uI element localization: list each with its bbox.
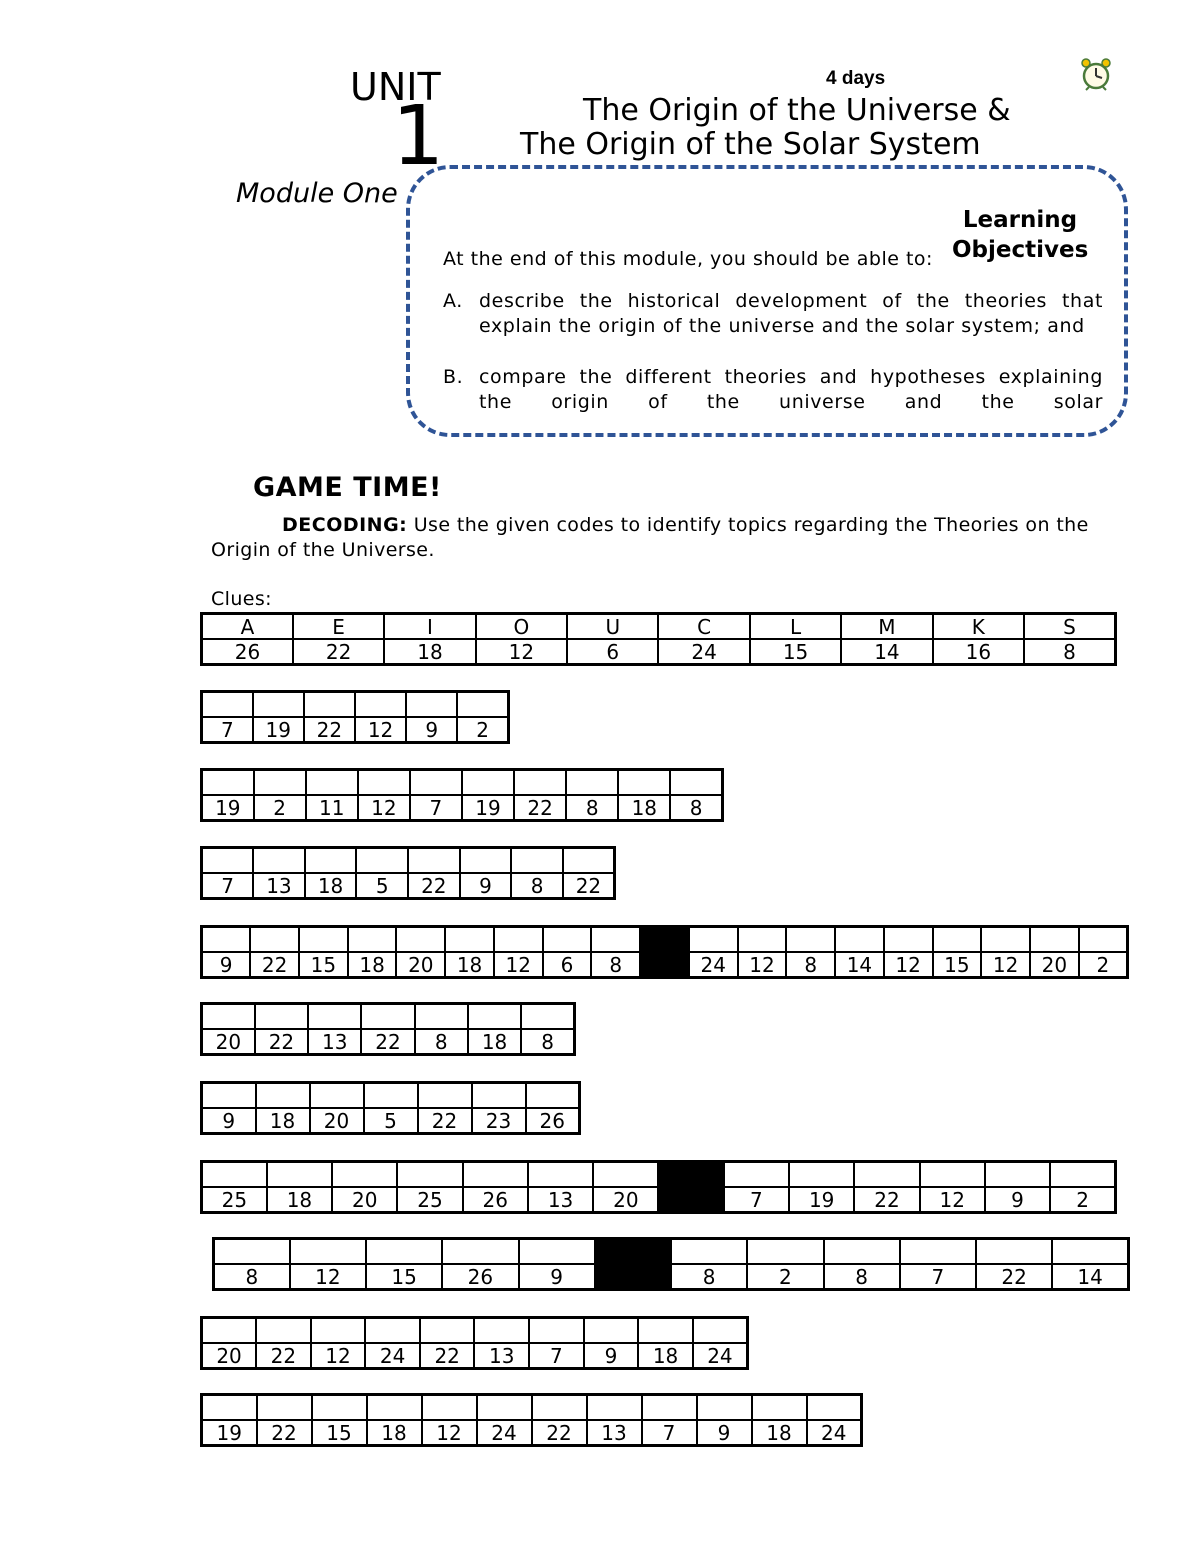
answer-letter-cell[interactable] (305, 848, 357, 874)
clue-code-cell: 16 (933, 639, 1024, 665)
answer-letter-cell[interactable] (311, 1318, 366, 1344)
answer-letter-cell[interactable] (884, 927, 933, 953)
answer-letter-cell[interactable] (584, 1318, 639, 1344)
puzzle-grid-1 (200, 690, 510, 744)
code-number-cell: 22 (532, 1420, 587, 1446)
answer-letter-cell[interactable] (418, 1083, 472, 1109)
code-number-cell: 18 (468, 1029, 521, 1055)
duration-label: 4 days (826, 68, 886, 89)
objective-text: describe the historical development of the theories that explain the origin of the universe and the solar system; and (479, 290, 1103, 337)
unit-label: UNIT (350, 65, 441, 109)
answer-letter-cell[interactable] (670, 770, 722, 796)
unit-number: 1 (392, 89, 445, 184)
puzzle-grid-3 (200, 846, 616, 900)
objective-letter: B. (443, 366, 464, 388)
code-number-cell: 9 (519, 1264, 595, 1290)
answer-letter-cell[interactable] (519, 1239, 595, 1265)
code-number-cell: 22 (976, 1264, 1052, 1290)
clue-code-cell: 26 (202, 639, 293, 665)
answer-letter-cell[interactable] (267, 1162, 332, 1188)
answer-letter-cell[interactable] (511, 848, 563, 874)
answer-letter-cell[interactable] (532, 1395, 587, 1421)
game-title: GAME TIME! (253, 472, 442, 503)
answer-letter-cell[interactable] (250, 927, 299, 953)
answer-letter-cell[interactable] (365, 1318, 420, 1344)
code-number-cell: 15 (366, 1264, 442, 1290)
answer-letter-cell[interactable] (786, 927, 835, 953)
code-number-cell: 11 (306, 795, 358, 821)
puzzle-grid-9 (200, 1316, 749, 1370)
answer-letter-cell[interactable] (396, 927, 445, 953)
answer-letter-cell[interactable] (807, 1395, 862, 1421)
code-number-cell: 12 (311, 1343, 366, 1369)
alarm-clock-icon (1078, 56, 1114, 92)
code-number-cell: 13 (253, 873, 305, 899)
code-number-cell: 18 (618, 795, 670, 821)
code-number-cell: 13 (474, 1343, 529, 1369)
puzzle-grid-10 (200, 1393, 863, 1447)
clue-code-cell: 15 (750, 639, 841, 665)
answer-letter-cell[interactable] (445, 927, 494, 953)
code-number-cell: 15 (299, 952, 348, 978)
answer-letter-cell[interactable] (468, 1004, 521, 1030)
code-number-cell: 22 (257, 1420, 312, 1446)
answer-letter-cell[interactable] (253, 848, 305, 874)
code-number-cell: 22 (256, 1343, 311, 1369)
clue-table (200, 612, 1117, 666)
decoding-text: Use the given codes to identify topics regarding the Theories on the Origin of the Universe. (211, 514, 1089, 561)
code-number-cell: 7 (202, 717, 253, 743)
code-number-cell: 22 (255, 1029, 308, 1055)
code-number-cell: 15 (933, 952, 982, 978)
code-number-cell: 20 (593, 1187, 658, 1213)
answer-letter-cell[interactable] (618, 770, 670, 796)
answer-letter-cell[interactable] (420, 1318, 475, 1344)
decoding-instructions (211, 513, 1131, 563)
code-number-cell: 12 (355, 717, 406, 743)
puzzle-grid-4 (200, 925, 1129, 979)
answer-letter-cell[interactable] (566, 770, 618, 796)
clue-code-row (202, 639, 1116, 665)
answer-letter-cell[interactable] (364, 1083, 418, 1109)
answer-letter-cell[interactable] (202, 1162, 267, 1188)
code-number-cell: 22 (361, 1029, 414, 1055)
puzzle-grid-7 (200, 1160, 1117, 1214)
clue-code-cell: 14 (841, 639, 932, 665)
code-number-cell: 18 (752, 1420, 807, 1446)
answer-letter-cell[interactable] (410, 770, 462, 796)
answer-letter-cell[interactable] (202, 927, 251, 953)
answer-letter-cell[interactable] (202, 1083, 256, 1109)
code-number-cell: 18 (445, 952, 494, 978)
clue-code-cell: 6 (567, 639, 658, 665)
objective-letter: A. (443, 290, 463, 312)
answer-letter-cell[interactable] (312, 1395, 367, 1421)
code-number-cell: 8 (670, 795, 722, 821)
code-number-cell: 2 (254, 795, 306, 821)
page-title-line-1: The Origin of the Universe & (583, 93, 1011, 128)
code-number-cell: 2 (747, 1264, 823, 1290)
code-number-cell: 12 (920, 1187, 985, 1213)
clue-code-cell: 12 (476, 639, 567, 665)
answer-letter-cell[interactable] (526, 1083, 580, 1109)
answer-letter-cell[interactable] (920, 1162, 985, 1188)
code-number-cell: 5 (356, 873, 408, 899)
answer-letter-cell[interactable] (824, 1239, 900, 1265)
clue-letter-cell: S (1024, 614, 1115, 640)
answer-letter-cell[interactable] (356, 848, 408, 874)
code-number-cell: 23 (472, 1108, 526, 1134)
code-number-cell: 20 (332, 1187, 397, 1213)
answer-letter-cell[interactable] (308, 1004, 361, 1030)
answer-letter-cell[interactable] (697, 1395, 752, 1421)
code-number-cell: 7 (642, 1420, 697, 1446)
code-number-cell: 6 (543, 952, 592, 978)
puzzle-grid-6 (200, 1081, 581, 1135)
answer-letter-cell[interactable] (202, 848, 254, 874)
code-number-cell: 20 (1030, 952, 1079, 978)
code-number-cell: 20 (202, 1343, 257, 1369)
answer-letter-cell[interactable] (355, 692, 406, 718)
code-number-cell: 8 (415, 1029, 468, 1055)
code-number-cell: 18 (348, 952, 397, 978)
clues-label: Clues: (211, 588, 272, 610)
objective-a (443, 289, 1103, 364)
code-number-cell: 5 (364, 1108, 418, 1134)
answer-letter-cell[interactable] (472, 1083, 526, 1109)
objectives-intro: At the end of this module, you should be able to: (443, 248, 933, 270)
answer-letter-cell[interactable] (854, 1162, 919, 1188)
code-number-cell: 9 (584, 1343, 639, 1369)
code-number-cell: 25 (202, 1187, 267, 1213)
answer-letter-cell[interactable] (693, 1318, 748, 1344)
answer-letter-cell[interactable] (442, 1239, 518, 1265)
code-number-cell: 2 (1079, 952, 1128, 978)
code-number-cell: 12 (358, 795, 410, 821)
answer-letter-cell[interactable] (747, 1239, 823, 1265)
answer-letter-cell[interactable] (457, 692, 508, 718)
answer-letter-cell[interactable] (256, 1318, 311, 1344)
code-number-cell: 2 (1050, 1187, 1115, 1213)
code-number-cell: 12 (981, 952, 1030, 978)
answer-letter-cell[interactable] (514, 770, 566, 796)
answer-letter-cell[interactable] (593, 1162, 658, 1188)
answer-letter-cell[interactable] (835, 927, 884, 953)
answer-letter-cell[interactable] (1052, 1239, 1128, 1265)
clue-letter-cell: E (293, 614, 384, 640)
code-number-cell: 13 (587, 1420, 642, 1446)
answer-letter-cell[interactable] (463, 1162, 528, 1188)
code-number-cell: 24 (477, 1420, 532, 1446)
code-number-cell: 19 (462, 795, 514, 821)
code-number-cell: 18 (267, 1187, 332, 1213)
answer-letter-cell[interactable] (332, 1162, 397, 1188)
word-separator-cell (658, 1162, 723, 1213)
answer-letter-cell[interactable] (361, 1004, 414, 1030)
code-number-cell: 24 (689, 952, 738, 978)
answer-letter-cell[interactable] (529, 1318, 584, 1344)
code-number-cell: 8 (824, 1264, 900, 1290)
answer-letter-cell[interactable] (290, 1239, 366, 1265)
word-separator-cell (595, 1239, 671, 1290)
code-number-cell: 7 (900, 1264, 976, 1290)
answer-letter-cell[interactable] (900, 1239, 976, 1265)
answer-letter-cell[interactable] (462, 770, 514, 796)
answer-letter-cell[interactable] (367, 1395, 422, 1421)
code-number-cell: 26 (442, 1264, 518, 1290)
answer-letter-cell[interactable] (253, 692, 304, 718)
code-number-cell: 8 (566, 795, 618, 821)
answer-letter-cell[interactable] (591, 927, 640, 953)
answer-letter-cell[interactable] (256, 1083, 310, 1109)
code-number-cell: 8 (591, 952, 640, 978)
code-number-cell: 24 (365, 1343, 420, 1369)
code-number-cell: 9 (697, 1420, 752, 1446)
learning-objectives-heading: Learning Objectives (952, 207, 1089, 263)
code-number-cell: 20 (310, 1108, 364, 1134)
code-number-cell: 22 (514, 795, 566, 821)
code-number-cell: 9 (460, 873, 512, 899)
answer-letter-cell[interactable] (255, 1004, 308, 1030)
answer-letter-cell[interactable] (254, 770, 306, 796)
answer-letter-cell[interactable] (587, 1395, 642, 1421)
code-number-cell: 8 (214, 1264, 290, 1290)
answer-letter-cell[interactable] (202, 1318, 257, 1344)
code-number-cell: 22 (418, 1108, 472, 1134)
answer-letter-cell[interactable] (985, 1162, 1050, 1188)
answer-letter-cell[interactable] (257, 1395, 312, 1421)
clue-letter-cell: C (658, 614, 749, 640)
answer-letter-cell[interactable] (202, 692, 253, 718)
answer-letter-cell[interactable] (460, 848, 512, 874)
answer-letter-cell[interactable] (543, 927, 592, 953)
answer-letter-cell[interactable] (976, 1239, 1052, 1265)
code-number-cell: 22 (854, 1187, 919, 1213)
code-number-cell: 9 (985, 1187, 1050, 1213)
answer-letter-cell[interactable] (1030, 927, 1079, 953)
clue-letter-cell: O (476, 614, 567, 640)
answer-letter-cell[interactable] (521, 1004, 574, 1030)
answer-letter-cell[interactable] (397, 1162, 462, 1188)
puzzle-grid-2 (200, 768, 724, 822)
clue-letter-cell: U (567, 614, 658, 640)
answer-letter-cell[interactable] (348, 927, 397, 953)
clue-code-cell: 18 (384, 639, 475, 665)
clue-letter-cell: K (933, 614, 1024, 640)
code-number-cell: 20 (396, 952, 445, 978)
code-number-cell: 12 (494, 952, 543, 978)
code-number-cell: 15 (312, 1420, 367, 1446)
answer-letter-cell[interactable] (408, 848, 460, 874)
page-title-line-2: The Origin of the Solar System (520, 127, 981, 162)
answer-letter-cell[interactable] (528, 1162, 593, 1188)
code-number-cell: 12 (738, 952, 787, 978)
code-number-cell: 18 (638, 1343, 693, 1369)
answer-letter-cell[interactable] (202, 770, 254, 796)
code-number-cell: 20 (202, 1029, 255, 1055)
code-number-cell: 19 (789, 1187, 854, 1213)
code-number-cell: 18 (367, 1420, 422, 1446)
objective-b (443, 365, 1103, 415)
code-number-cell: 22 (563, 873, 615, 899)
code-number-cell: 8 (511, 873, 563, 899)
answer-letter-cell[interactable] (933, 927, 982, 953)
code-number-cell: 22 (304, 717, 355, 743)
answer-letter-cell[interactable] (563, 848, 615, 874)
answer-letter-cell[interactable] (642, 1395, 697, 1421)
code-number-cell: 2 (457, 717, 508, 743)
code-number-cell: 12 (422, 1420, 477, 1446)
code-number-cell: 8 (671, 1264, 747, 1290)
code-number-cell: 14 (835, 952, 884, 978)
answer-letter-cell[interactable] (214, 1239, 290, 1265)
puzzle-grid-5 (200, 1002, 576, 1056)
code-number-cell: 26 (526, 1108, 580, 1134)
module-label: Module One (236, 178, 398, 209)
code-number-cell: 7 (202, 873, 254, 899)
answer-letter-cell[interactable] (366, 1239, 442, 1265)
code-number-cell: 8 (521, 1029, 574, 1055)
clue-letter-cell: L (750, 614, 841, 640)
code-number-cell: 9 (202, 952, 251, 978)
clue-code-cell: 8 (1024, 639, 1115, 665)
code-number-cell: 22 (420, 1343, 475, 1369)
answer-letter-cell[interactable] (738, 927, 787, 953)
code-number-cell: 19 (202, 1420, 257, 1446)
code-number-cell: 14 (1052, 1264, 1128, 1290)
answer-letter-cell[interactable] (477, 1395, 532, 1421)
code-number-cell: 24 (693, 1343, 748, 1369)
answer-letter-cell[interactable] (304, 692, 355, 718)
puzzle-grid-8 (212, 1237, 1130, 1291)
code-number-cell: 13 (528, 1187, 593, 1213)
answer-letter-cell[interactable] (1050, 1162, 1115, 1188)
answer-letter-cell[interactable] (724, 1162, 789, 1188)
code-number-cell: 7 (529, 1343, 584, 1369)
code-number-cell: 9 (202, 1108, 256, 1134)
code-number-cell: 9 (406, 717, 457, 743)
answer-letter-cell[interactable] (981, 927, 1030, 953)
clue-letter-cell: A (202, 614, 293, 640)
code-number-cell: 25 (397, 1187, 462, 1213)
code-number-cell: 7 (410, 795, 462, 821)
answer-letter-cell[interactable] (358, 770, 410, 796)
answer-letter-cell[interactable] (406, 692, 457, 718)
answer-letter-cell[interactable] (789, 1162, 854, 1188)
answer-letter-cell[interactable] (202, 1395, 257, 1421)
code-number-cell: 18 (256, 1108, 310, 1134)
word-separator-cell (640, 927, 689, 978)
answer-letter-cell[interactable] (689, 927, 738, 953)
code-number-cell: 19 (253, 717, 304, 743)
clue-letter-row (202, 614, 1116, 640)
clue-code-cell: 22 (293, 639, 384, 665)
code-number-cell: 22 (250, 952, 299, 978)
clue-letter-cell: M (841, 614, 932, 640)
answer-letter-cell[interactable] (299, 927, 348, 953)
answer-letter-cell[interactable] (306, 770, 358, 796)
objective-text: compare the different theories and hypotheses explaining the origin of the universe and the solar (479, 366, 1103, 413)
code-number-cell: 18 (305, 873, 357, 899)
answer-letter-cell[interactable] (752, 1395, 807, 1421)
answer-letter-cell[interactable] (671, 1239, 747, 1265)
answer-letter-cell[interactable] (638, 1318, 693, 1344)
clue-letter-cell: I (384, 614, 475, 640)
decoding-label: DECODING: (282, 514, 408, 536)
code-number-cell: 13 (308, 1029, 361, 1055)
answer-letter-cell[interactable] (202, 1004, 255, 1030)
answer-letter-cell[interactable] (310, 1083, 364, 1109)
clue-code-cell: 24 (658, 639, 749, 665)
answer-letter-cell[interactable] (474, 1318, 529, 1344)
code-number-cell: 22 (408, 873, 460, 899)
code-number-cell: 8 (786, 952, 835, 978)
code-number-cell: 12 (290, 1264, 366, 1290)
code-number-cell: 24 (807, 1420, 862, 1446)
answer-letter-cell[interactable] (422, 1395, 477, 1421)
code-number-cell: 19 (202, 795, 254, 821)
answer-letter-cell[interactable] (494, 927, 543, 953)
code-number-cell: 12 (884, 952, 933, 978)
code-number-cell: 26 (463, 1187, 528, 1213)
answer-letter-cell[interactable] (1079, 927, 1128, 953)
answer-letter-cell[interactable] (415, 1004, 468, 1030)
code-number-cell: 7 (724, 1187, 789, 1213)
